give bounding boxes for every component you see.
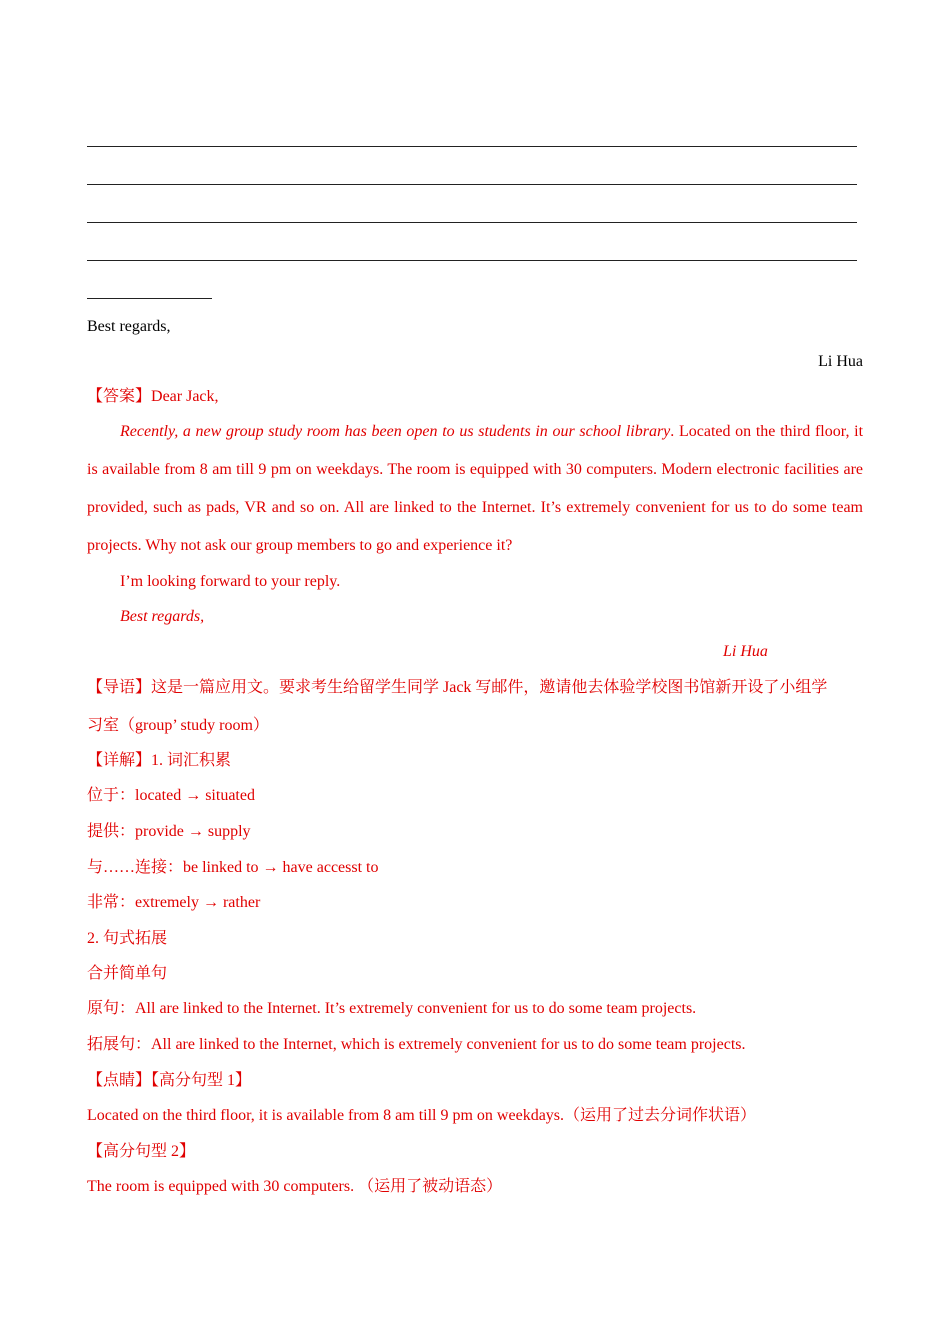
section-2-heading: 2. 句式拓展 <box>87 930 168 947</box>
answer-paragraph-rest: . Located on the third floor, it is available from 8 am till 9 pm on weekdays. The room is equipped with 30 computers. Modern electronic facilities are provided, such as pads, VR and so on. All are linked to the Internet. It’s extremely convenient for us to do some team projects. Why not ask our group members to go and experience it? <box>87 423 864 554</box>
highlight-sentence-2: The room is equipped with 30 computers. （运用了被动语态） <box>87 1178 503 1195</box>
vocab-item: 位于：located → situated <box>87 787 255 804</box>
answer-tag: 【答案】 <box>87 388 152 405</box>
signature: Li Hua <box>818 353 863 370</box>
looking-forward: I’m looking forward to your reply. <box>120 573 341 590</box>
answer-heading <box>87 386 219 408</box>
blank-line <box>87 184 857 185</box>
answer-paragraph <box>87 413 863 565</box>
highlight-sentence-1: Located on the third floor, it is available from 8 am till 9 pm on weekdays.（运用了过去分词作状语） <box>87 1107 757 1124</box>
vocab-item: 与……连接：be linked to → have accesst to <box>87 859 379 876</box>
blank-line <box>87 260 857 261</box>
guide-line-2: 习室（group’ study room） <box>87 717 269 734</box>
vocab-item: 非常：extremely → rather <box>87 894 261 911</box>
closing: Best regards, <box>87 318 171 335</box>
answer-closing: Best regards, <box>120 608 205 625</box>
original-sentence: 原句：All are linked to the Internet. It’s extremely convenient for us to do some team projects. <box>87 1000 697 1017</box>
vocab-item: 提供：provide → supply <box>87 823 251 840</box>
combine-heading: 合并简单句 <box>87 965 168 982</box>
blank-line <box>87 146 857 147</box>
highlight-heading: 【点睛】【高分句型 1】 <box>87 1072 252 1089</box>
answer-paragraph-italic: Recently, a new group study room has been open to us students in our school library <box>120 423 671 440</box>
answer-signature: Li Hua <box>723 643 768 660</box>
blank-line-short <box>87 298 212 299</box>
answer-greeting: Dear Jack, <box>151 388 219 405</box>
blank-line <box>87 222 857 223</box>
expanded-sentence: 拓展句：All are linked to the Internet, which is extremely convenient for us to do some team projects. <box>87 1036 746 1053</box>
detail-heading: 【详解】1. 词汇积累 <box>87 752 232 769</box>
guide-line-1: 【导语】这是一篇应用文。要求考生给留学生同学 Jack 写邮件，邀请他去体验学校图书馆新开设了小组学 <box>87 679 828 696</box>
highlight-heading-2: 【高分句型 2】 <box>87 1143 196 1160</box>
